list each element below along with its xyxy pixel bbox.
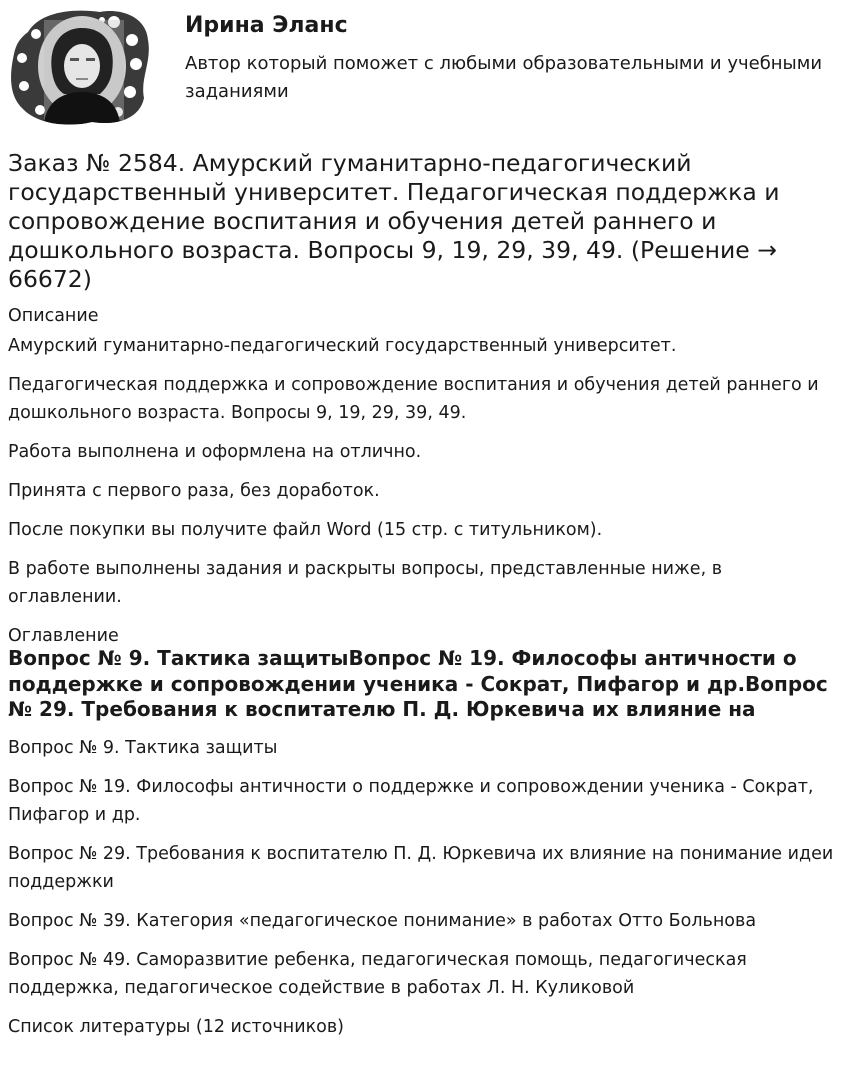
order-title: Заказ № 2584. Амурский гуманитарно-педагогический государственный университет. Педагогическая поддержка и сопровождение воспитания и обучения детей раннего и дошкольного возраста. Вопросы 9, 19, 29, 39, 49. (Решение → 66672): [8, 149, 780, 293]
description-paragraph: Принята с первого раза, без доработок.: [8, 481, 380, 501]
description-label: Описание: [8, 306, 99, 326]
toc-item: Вопрос № 29. Требования к воспитателю П. Д. Юркевича их влияние на понимание идеи поддержки: [8, 843, 834, 892]
toc-item: Вопрос № 39. Категория «педагогическое понимание» в работах Отто Больнова: [8, 910, 757, 931]
description-paragraph: Педагогическая поддержка и сопровождение воспитания и обучения детей раннего и дошкольного возраста. Вопросы 9, 19, 29, 39, 49.: [8, 375, 819, 423]
toc-heading: Вопрос № 9. Тактика защитыВопрос № 19. Философы античности о поддержке и сопровождении ученика - Сократ, Пифагор и др.Вопрос № 29. Требования к воспитателю П. Д. Юркевича их влияние на: [8, 646, 828, 721]
toc-label: Оглавление: [8, 626, 119, 646]
toc-item: Вопрос № 49. Саморазвитие ребенка, педагогическая помощь, педагогическая поддержка, педагогическое содействие в работах Л. Н. Куликовой: [8, 949, 747, 998]
author-description: Автор который поможет с любыми образовательными и учебными заданиями: [185, 53, 823, 102]
author-header: [0, 0, 847, 140]
toc-item: Список литературы (12 источников): [8, 1016, 345, 1037]
description-paragraph: В работе выполнены задания и раскрыты вопросы, представленные ниже, в оглавлении.: [8, 559, 723, 607]
order-content: [8, 302, 838, 1052]
description-paragraph: Амурский гуманитарно-педагогический государственный университет.: [8, 336, 677, 356]
toc-item: Вопрос № 19. Философы античности о поддержке и сопровождении ученика - Сократ, Пифагор и др.: [8, 776, 814, 825]
description-paragraph: Работа выполнена и оформлена на отлично.: [8, 442, 422, 462]
toc-item: Вопрос № 9. Тактика защиты: [8, 737, 278, 758]
author-avatar[interactable]: [6, 6, 152, 128]
description-paragraph: После покупки вы получите файл Word (15 стр. с титульником).: [8, 520, 603, 540]
author-name[interactable]: Ирина Эланс: [185, 13, 348, 38]
